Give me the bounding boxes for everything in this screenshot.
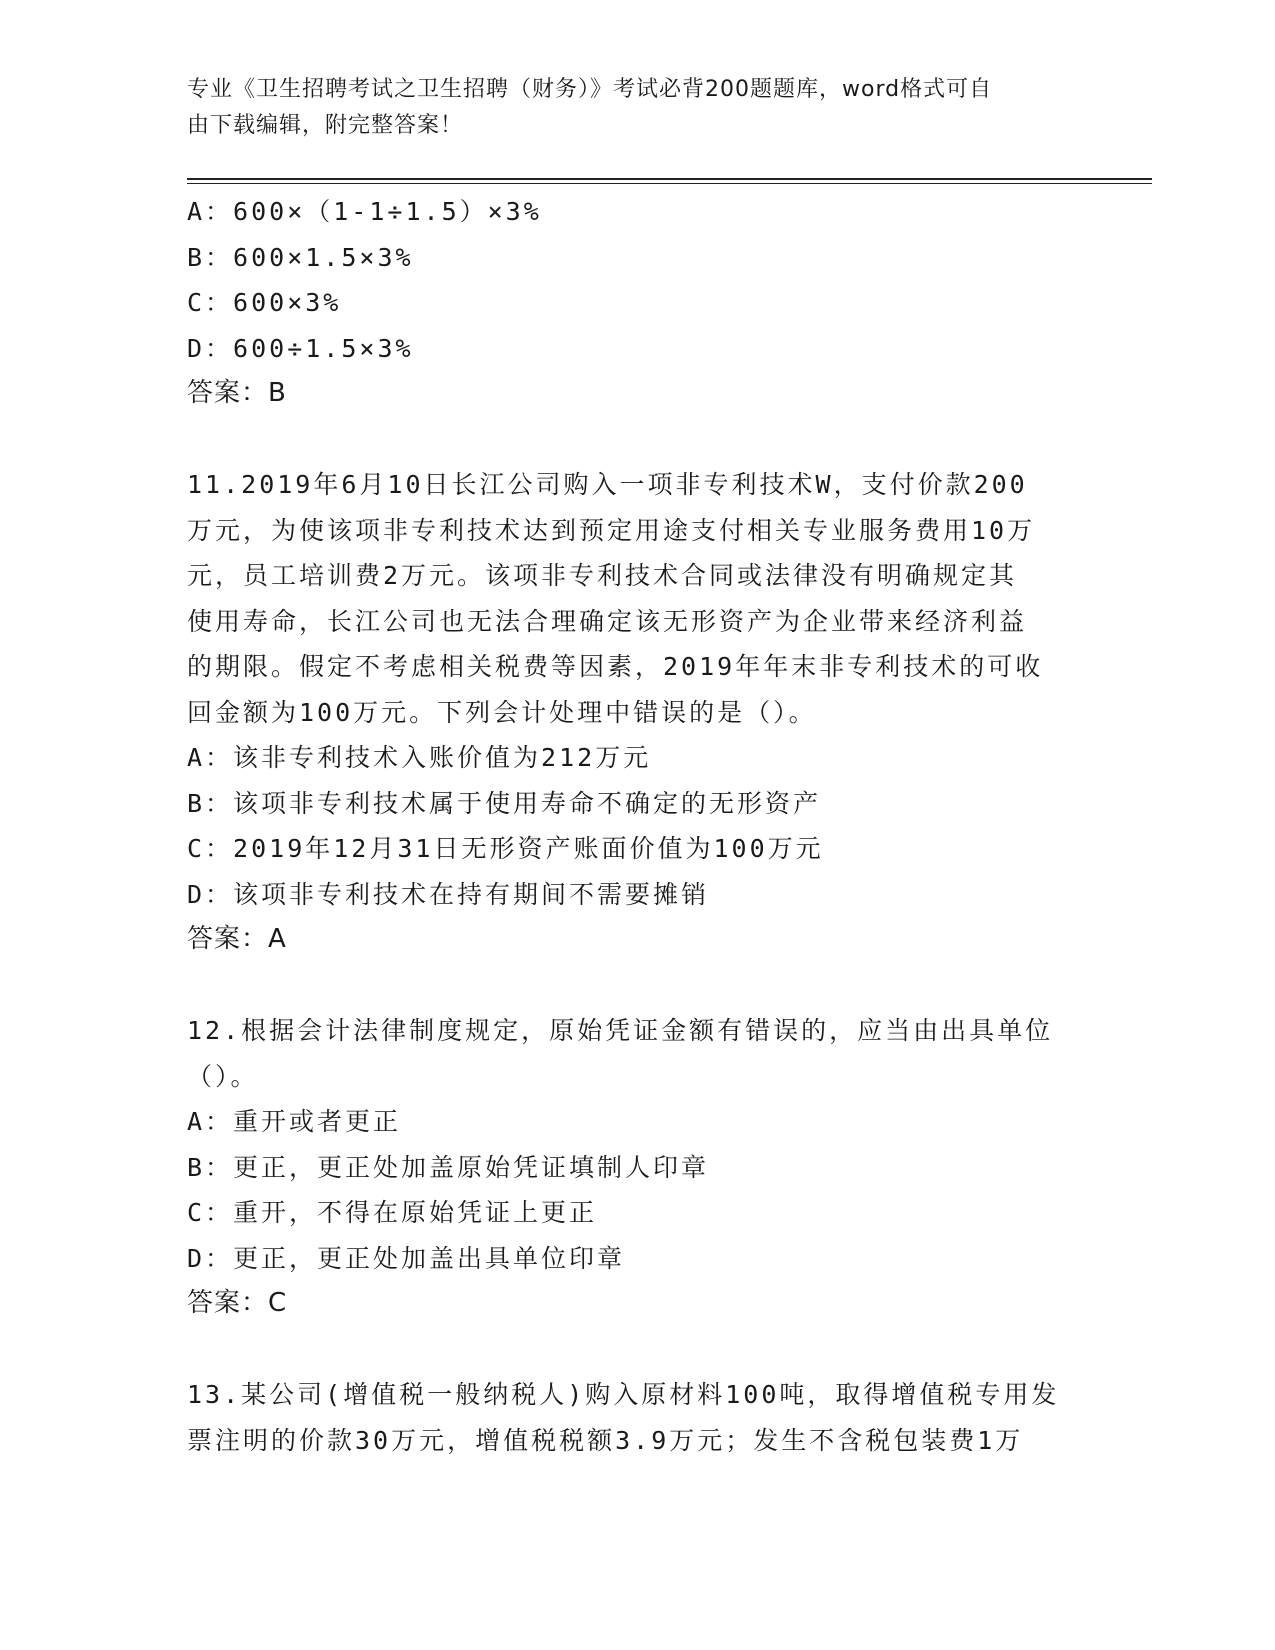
- question-stem-line: 回金额为100万元。下列会计处理中错误的是（）。: [187, 697, 817, 727]
- question-spacer: [187, 417, 1077, 463]
- question-stem-line: （）。: [187, 1061, 259, 1091]
- question-12: [187, 1008, 1077, 1327]
- question-13: [187, 1372, 1077, 1463]
- question-stem-line: 使用寿命，长江公司也无法合理确定该无形资产为企业带来经济利益: [187, 606, 1028, 636]
- question-stem-line: 元，员工培训费2万元。该项非专利技术合同或法律没有明确规定其: [187, 561, 1018, 590]
- header-divider-thin: [187, 183, 1152, 184]
- option-d: D：600÷1.5×3%: [187, 333, 414, 363]
- question-stem-line: 13.某公司(增值税一般纳税人)购入原材料100吨，取得增值税专用发: [187, 1380, 1060, 1409]
- answer-line: 答案：A: [187, 924, 287, 954]
- question-spacer: [187, 963, 1077, 1009]
- document-body: [187, 189, 1077, 1463]
- document-header: [187, 72, 1067, 144]
- option-a: A：重开或者更正: [187, 1107, 402, 1136]
- header-line-1: 专业《卫生招聘考试之卫生招聘（财务）》考试必背200题题库，word格式可自: [187, 77, 993, 102]
- option-b: B：600×1.5×3%: [187, 242, 414, 272]
- question-stem-line: 的期限。假定不考虑相关税费等因素，2019年年末非专利技术的可收: [187, 652, 1044, 681]
- question-stem-line: 11.2019年6月10日长江公司购入一项非专利技术W，支付价款200: [187, 470, 1028, 499]
- option-a: A：600×（1-1÷1.5）×3%: [187, 197, 542, 226]
- option-c: C：2019年12月31日无形资产账面价值为100万元: [187, 834, 824, 863]
- question-10: [187, 189, 1077, 417]
- option-c: C：600×3%: [187, 288, 342, 317]
- header-divider-thick: [187, 178, 1152, 180]
- option-b: B：更正，更正处加盖原始凭证填制人印章: [187, 1152, 710, 1182]
- option-a: A：该非专利技术入账价值为212万元: [187, 743, 652, 772]
- answer-line: 答案：C: [187, 1288, 288, 1318]
- option-d: D：该项非专利技术在持有期间不需要摊销: [187, 879, 710, 909]
- question-stem-line: 票注明的价款30万元，增值税税额3.9万元；发生不含税包装费1万: [187, 1425, 1024, 1455]
- question-stem-line: 万元，为使该项非专利技术达到预定用途支付相关专业服务费用10万: [187, 515, 1036, 545]
- option-c: C：重开，不得在原始凭证上更正: [187, 1198, 598, 1227]
- question-stem-line: 12.根据会计法律制度规定，原始凭证金额有错误的，应当由出具单位: [187, 1016, 1054, 1045]
- question-spacer: [187, 1327, 1077, 1373]
- header-line-2: 由下载编辑，附完整答案！: [187, 113, 464, 138]
- question-11: [187, 462, 1077, 963]
- option-b: B：该项非专利技术属于使用寿命不确定的无形资产: [187, 788, 822, 818]
- option-d: D：更正，更正处加盖出具单位印章: [187, 1243, 626, 1273]
- answer-line: 答案：B: [187, 378, 287, 408]
